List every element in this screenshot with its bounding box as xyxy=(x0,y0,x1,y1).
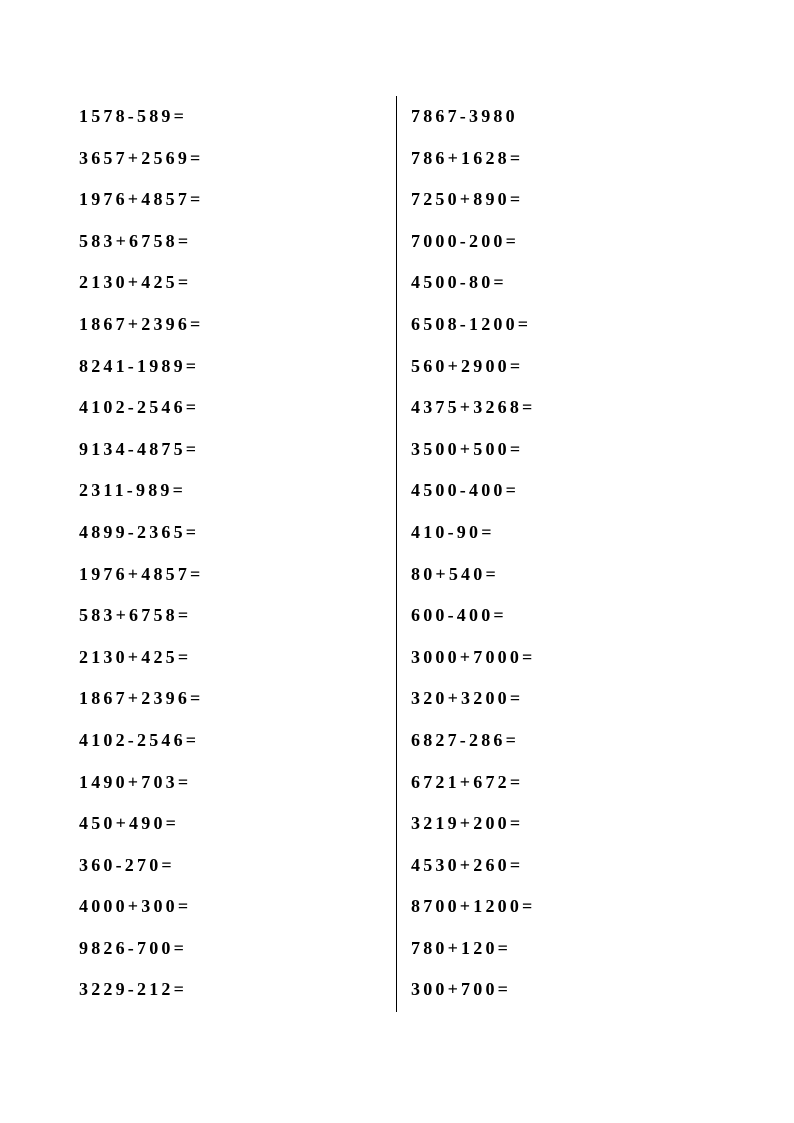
math-problem: 300+700= xyxy=(411,979,512,1000)
right-problem-column xyxy=(411,96,536,1011)
math-problem: 4102-2546= xyxy=(79,397,200,418)
math-problem: 583+6758= xyxy=(79,605,192,626)
math-problem: 7867-3980 xyxy=(411,106,518,126)
math-problem: 1490+703= xyxy=(79,771,192,792)
math-problem: 4899-2365= xyxy=(79,521,200,542)
math-problem: 4530+260= xyxy=(411,854,524,875)
math-problem: 600-400= xyxy=(411,605,507,626)
math-problem: 3657+2569= xyxy=(79,147,204,168)
math-problem: 1578-589= xyxy=(79,106,188,126)
math-problem: 780+120= xyxy=(411,937,512,958)
math-problem: 320+3200= xyxy=(411,688,524,709)
math-problem: 1867+2396= xyxy=(79,688,204,709)
math-problem: 9826-700= xyxy=(79,937,188,958)
math-problem: 2311-989= xyxy=(79,480,187,501)
math-problem: 560+2900= xyxy=(411,355,524,376)
math-problem: 3500+500= xyxy=(411,438,524,459)
math-problem: 1976+4857= xyxy=(79,189,204,210)
math-problem: 360-270= xyxy=(79,854,175,875)
math-problem: 6721+672= xyxy=(411,771,524,792)
math-problem: 1867+2396= xyxy=(79,313,204,334)
math-problem: 7250+890= xyxy=(411,189,524,210)
math-problem: 786+1628= xyxy=(411,147,524,168)
math-problem: 7000-200= xyxy=(411,230,520,251)
math-problem: 4500-80= xyxy=(411,272,507,293)
column-divider xyxy=(396,96,397,1012)
math-problem: 2130+425= xyxy=(79,646,192,667)
math-problem: 4375+3268= xyxy=(411,397,536,418)
math-problem: 4500-400= xyxy=(411,480,520,501)
math-problem: 6508-1200= xyxy=(411,313,532,334)
math-problem: 410-90= xyxy=(411,521,495,542)
math-problem: 583+6758= xyxy=(79,230,192,251)
math-problem: 3219+200= xyxy=(411,813,524,834)
math-problem: 2130+425= xyxy=(79,272,192,293)
math-problem: 450+490= xyxy=(79,813,180,834)
math-problem: 80+540= xyxy=(411,563,499,584)
left-problem-column xyxy=(79,96,204,1011)
math-problem: 6827-286= xyxy=(411,729,520,750)
math-problem: 8700+1200= xyxy=(411,896,536,917)
math-problem: 3229-212= xyxy=(79,979,188,1000)
math-problem: 4000+300= xyxy=(79,896,192,917)
math-problem: 4102-2546= xyxy=(79,729,200,750)
math-problem: 1976+4857= xyxy=(79,563,204,584)
math-problem: 3000+7000= xyxy=(411,646,536,667)
math-problem: 8241-1989= xyxy=(79,355,200,376)
math-problem: 9134-4875= xyxy=(79,438,200,459)
